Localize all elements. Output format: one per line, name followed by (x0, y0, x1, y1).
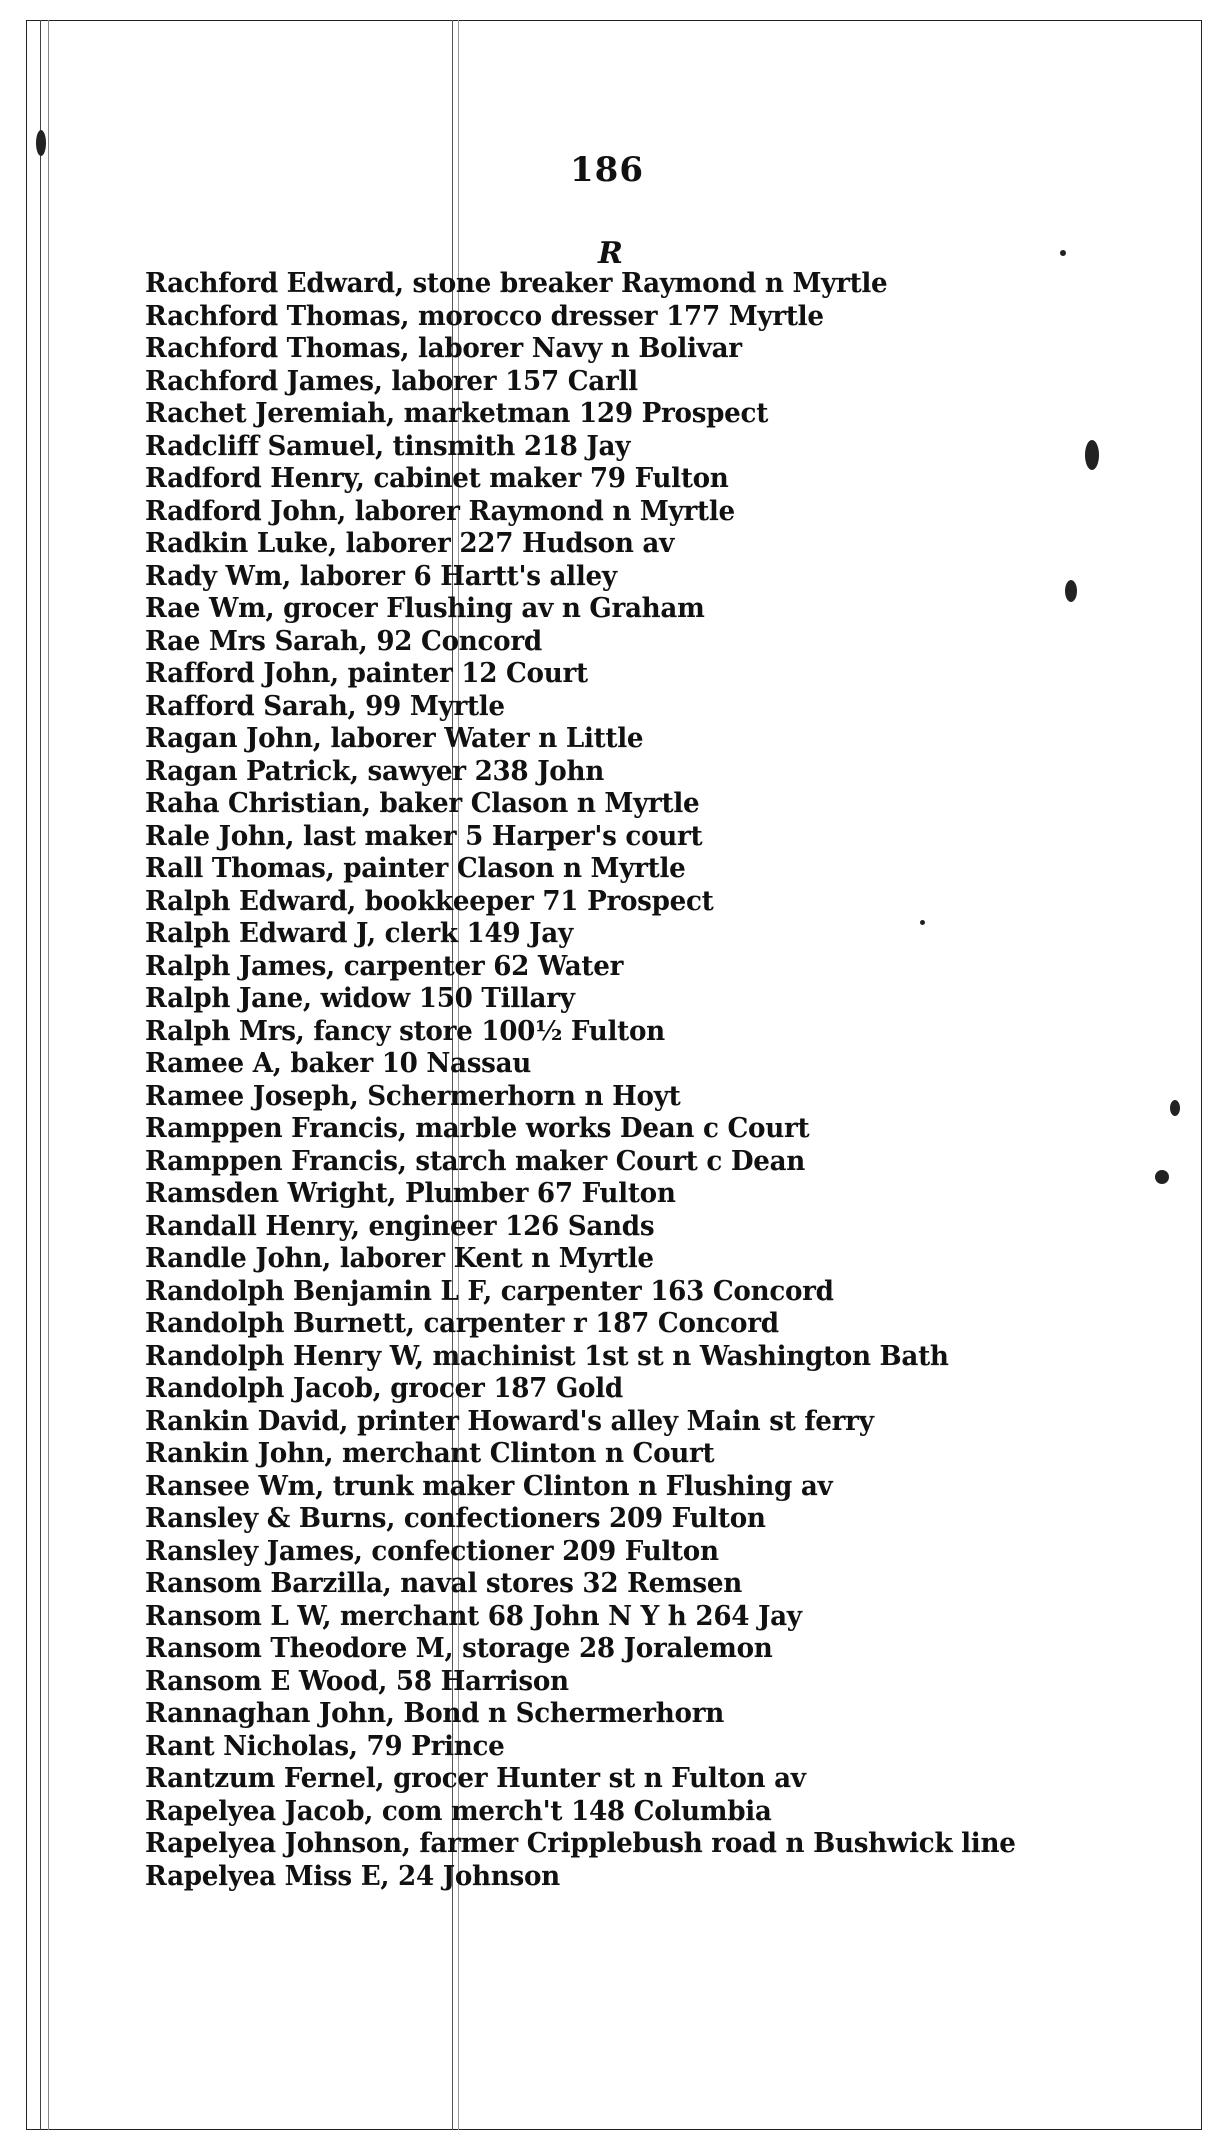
directory-entry: Randall Henry, engineer 126 Sands (145, 1210, 655, 1242)
directory-entries (145, 268, 1043, 1893)
directory-entry: Rapelyea Johnson, farmer Cripplebush road n Bushwick line (145, 1828, 1016, 1859)
scan-speck (1170, 1100, 1180, 1116)
directory-entry: Ransom E Wood, 58 Harrison (145, 1665, 569, 1697)
directory-entry: Rall Thomas, painter Clason n Myrtle (145, 853, 686, 884)
directory-entry: Rachet Jeremiah, marketman 129 Prospect (145, 398, 769, 429)
directory-entry: Rale John, last maker 5 Harper's court (145, 820, 703, 852)
directory-entry: Randolph Jacob, grocer 187 Gold (145, 1373, 623, 1404)
directory-entry: Ramsden Wright, Plumber 67 Fulton (145, 1178, 676, 1209)
directory-entry: Rafford John, painter 12 Court (145, 658, 588, 689)
directory-entry: Randolph Burnett, carpenter r 187 Concord (145, 1308, 779, 1339)
directory-entry: Rannaghan John, Bond n Schermerhorn (145, 1698, 724, 1729)
directory-entry: Rady Wm, laborer 6 Hartt's alley (145, 560, 617, 592)
section-letter: R (598, 236, 623, 271)
directory-entry: Ralph Edward J, clerk 149 Jay (145, 918, 573, 949)
directory-entry: Randolph Henry W, machinist 1st st n Washington Bath (145, 1340, 949, 1372)
directory-entry: Ralph Jane, widow 150 Tillary (145, 983, 575, 1014)
directory-entry: Rachford Thomas, laborer Navy n Bolivar (145, 333, 742, 364)
directory-entry: Rantzum Fernel, grocer Hunter st n Fulton av (145, 1763, 806, 1794)
directory-entry: Ramppen Francis, marble works Dean c Court (145, 1113, 810, 1144)
directory-entry: Ragan Patrick, sawyer 238 John (145, 755, 604, 787)
directory-entry: Rachford Thomas, morocco dresser 177 Myrtle (145, 300, 824, 332)
directory-entry: Randle John, laborer Kent n Myrtle (145, 1243, 654, 1274)
directory-entry: Ramppen Francis, starch maker Court c Dean (145, 1145, 806, 1177)
directory-entry: Ransom Barzilla, naval stores 32 Remsen (145, 1568, 742, 1599)
directory-entry: Rafford Sarah, 99 Myrtle (145, 690, 505, 722)
directory-entry: Ransley James, confectioner 209 Fulton (145, 1535, 719, 1567)
directory-entry: Radcliff Samuel, tinsmith 218 Jay (145, 430, 631, 462)
directory-entry: Ramee A, baker 10 Nassau (145, 1048, 532, 1079)
directory-entry: Ramee Joseph, Schermerhorn n Hoyt (145, 1080, 681, 1112)
directory-entry: Ralph James, carpenter 62 Water (145, 950, 624, 982)
scan-speck (36, 130, 46, 156)
directory-entry: Ralph Edward, bookkeeper 71 Prospect (145, 885, 714, 917)
margin-rule (48, 20, 49, 2130)
page-number: 186 (570, 150, 644, 190)
directory-entry: Radford John, laborer Raymond n Myrtle (145, 495, 735, 527)
directory-entry: Rapelyea Miss E, 24 Johnson (145, 1860, 560, 1892)
directory-entry: Ralph Mrs, fancy store 100½ Fulton (145, 1015, 665, 1047)
directory-entry: Ransom L W, merchant 68 John N Y h 264 Jay (145, 1600, 802, 1632)
directory-entry: Rae Wm, grocer Flushing av n Graham (145, 593, 705, 624)
directory-entry: Raha Christian, baker Clason n Myrtle (145, 788, 700, 819)
scan-speck (1155, 1170, 1169, 1184)
directory-entry: Radkin Luke, laborer 227 Hudson av (145, 528, 675, 559)
directory-entry: Rachford James, laborer 157 Carll (145, 365, 638, 397)
directory-entry: Ransley & Burns, confectioners 209 Fulton (145, 1503, 766, 1534)
scan-speck (1085, 440, 1099, 470)
directory-entry: Rant Nicholas, 79 Prince (145, 1730, 505, 1762)
scan-speck (1065, 580, 1077, 602)
scan-speck (1060, 250, 1066, 256)
directory-entry: Ragan John, laborer Water n Little (145, 723, 644, 754)
directory-entry: Rae Mrs Sarah, 92 Concord (145, 625, 542, 657)
directory-entry: Randolph Benjamin L F, carpenter 163 Concord (145, 1275, 834, 1307)
directory-entry: Rachford Edward, stone breaker Raymond n Myrtle (145, 268, 888, 299)
margin-rule (40, 20, 41, 2130)
directory-entry: Rankin John, merchant Clinton n Court (145, 1438, 715, 1469)
directory-entry: Radford Henry, cabinet maker 79 Fulton (145, 463, 729, 494)
directory-entry: Ransee Wm, trunk maker Clinton n Flushing av (145, 1470, 833, 1502)
directory-entry: Rapelyea Jacob, com merch't 148 Columbia (145, 1795, 772, 1827)
directory-entry: Rankin David, printer Howard's alley Main st ferry (145, 1405, 874, 1437)
directory-entry: Ransom Theodore M, storage 28 Joralemon (145, 1633, 773, 1664)
